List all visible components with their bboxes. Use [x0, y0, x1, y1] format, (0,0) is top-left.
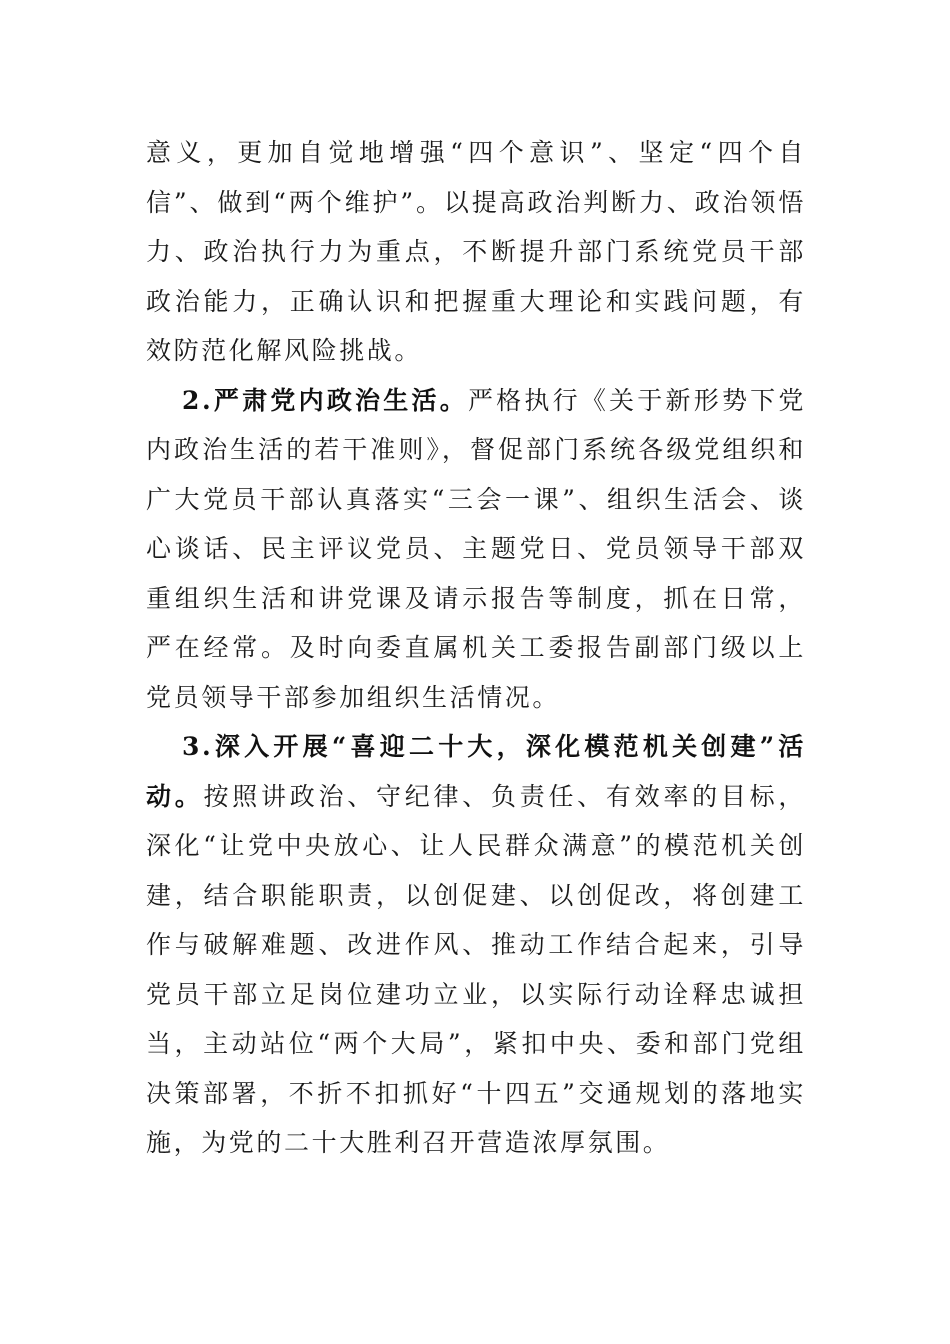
paragraph-2-text: 严格执行《关于新形势下党内政治生活的若干准则》，督促部门系统各级党组织和广大党员干部认真落实“三会一课”、组织生活会、谈心谈话、民主评议党员、主题党日、党员领导干部双重组织生活和讲党课及请示报告等制度，抓在日常，严在经常。及时向委直属机关工委报告副部门级以上党员领导干部参加组织生活情况。 [146, 385, 806, 712]
paragraph-1-text: 意义，更加自觉地增强“四个意识”、坚定“四个自信”、做到“两个维护”。以提高政治判断力、政治领悟力、政治执行力为重点，不断提升部门系统党员干部政治能力，正确认识和把握重大理论和实践问题，有效防范化解风险挑战。 [146, 138, 806, 365]
paragraph-3-heading: 3.深入开展“喜迎二十大，深化模范机关创建”活动。 [146, 732, 806, 811]
paragraph-2-heading: 2.严肃党内政治生活。 [182, 385, 468, 415]
paragraph-3 [146, 722, 806, 1168]
document-body [146, 128, 806, 1168]
paragraph-2 [146, 376, 806, 723]
paragraph-1 [146, 128, 806, 376]
paragraph-3-text: 按照讲政治、守纪律、负责任、有效率的目标，深化“让党中央放心、让人民群众满意”的模范机关创建，结合职能职责，以创促建、以创促改，将创建工作与破解难题、改进作风、推动工作结合起来，引导党员干部立足岗位建功立业，以实际行动诠释忠诚担当，主动站位“两个大局”，紧扣中央、委和部门党组决策部署，不折不扣抓好“十四五”交通规划的落地实施，为党的二十大胜利召开营造浓厚氛围。 [146, 781, 806, 1157]
